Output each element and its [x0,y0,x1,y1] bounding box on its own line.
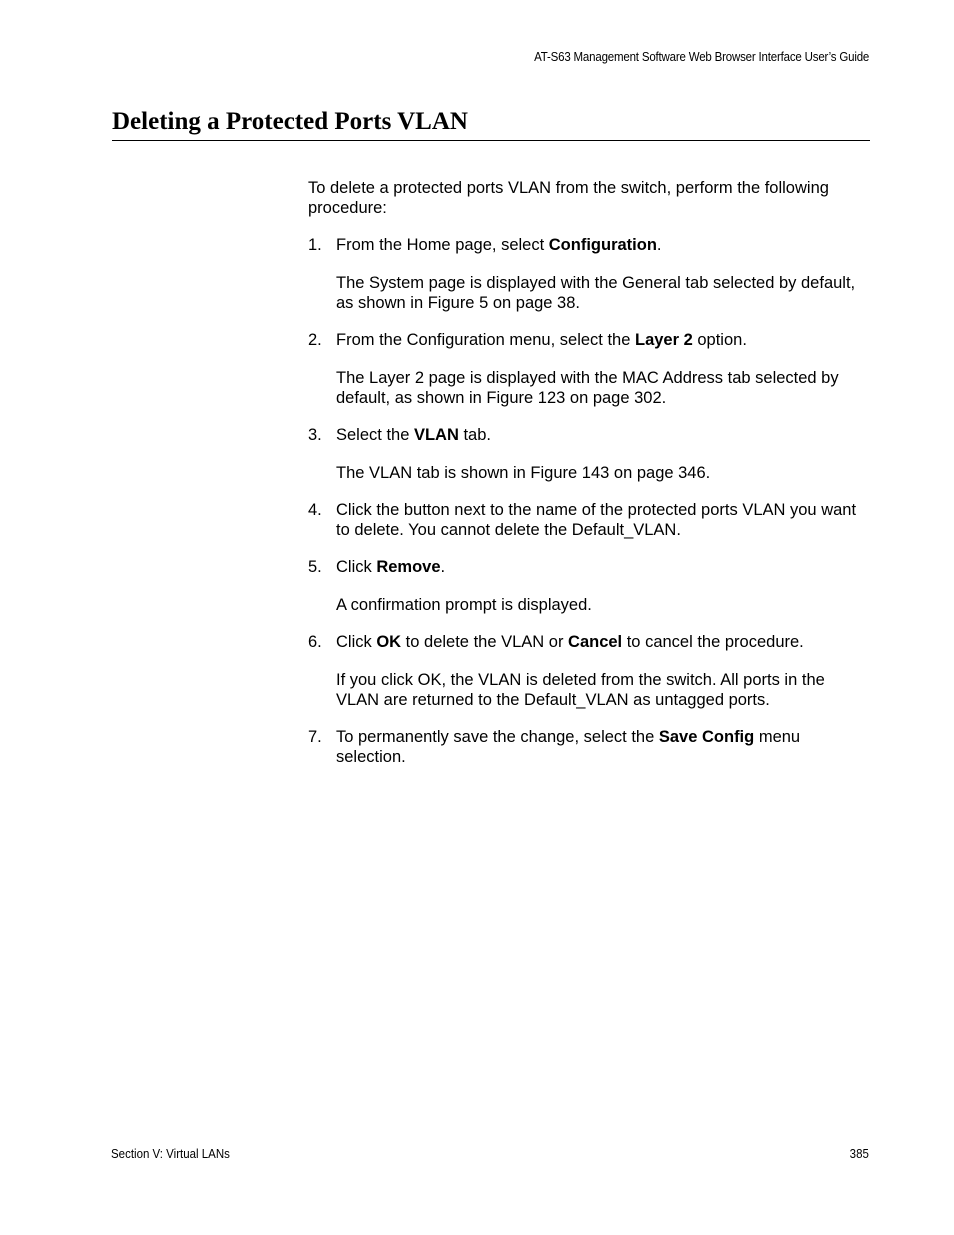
step-note: The System page is displayed with the General tab selected by default, as shown in Figure 5 on page 38. [336,274,856,312]
step-text-post: menu selection. [336,728,801,766]
step-bold-term: Save Config [658,728,755,746]
step-number: 5. [308,558,322,576]
body-content [308,178,870,784]
step-text-mid: to delete the VLAN or [401,633,569,651]
step-text-pre: Click [336,633,377,651]
step-4 [308,500,870,540]
step-bold-term: Layer 2 [634,331,693,349]
step-bold-term: OK [376,633,402,651]
step-6 [308,632,870,710]
step-bold-term: Configuration [548,236,657,254]
step-note: A confirmation prompt is displayed. [336,596,592,614]
step-note: The VLAN tab is shown in Figure 143 on page 346. [336,464,711,482]
step-note: If you click OK, the VLAN is deleted from the switch. All ports in the VLAN are returned to the Default_VLAN as untagged ports. [336,671,825,709]
step-5 [308,557,870,615]
running-header: AT-S63 Management Software Web Browser Interface User’s Guide [533,50,869,64]
step-text-post: . [656,236,662,254]
step-text-pre: From the Configuration menu, select the [336,331,635,349]
step-number: 3. [308,426,322,444]
section-title: Deleting a Protected Ports VLAN [112,108,468,135]
step-text-post: option. [692,331,747,349]
footer-page-number: 385 [849,1147,869,1161]
step-text [336,557,870,577]
step-number: 4. [308,501,322,519]
step-bold-term: Remove [376,558,441,576]
step-text-pre: From the Home page, select [336,236,549,254]
step-bold-term: VLAN [413,426,459,444]
step-text [336,330,870,350]
step-text-pre: Select the [336,426,414,444]
title-rule [112,140,870,141]
step-text-post: tab. [458,426,491,444]
step-note: The Layer 2 page is displayed with the MAC Address tab selected by default, as shown in Figure 123 on page 302. [336,369,839,407]
step-1 [308,235,870,313]
step-7 [308,727,870,767]
procedure-steps [308,235,870,767]
step-bold-term-2: Cancel [568,633,623,651]
step-text-pre: To permanently save the change, select the [336,728,659,746]
step-3 [308,425,870,483]
step-text: Click the button next to the name of the protected ports VLAN you want to delete. You cannot delete the Default_VLAN. [336,501,857,539]
step-number: 1. [308,236,322,254]
step-number: 7. [308,728,322,746]
step-text [336,235,870,255]
step-text [336,425,870,445]
step-2 [308,330,870,408]
step-text-post: to cancel the procedure. [622,633,804,651]
footer-section-label: Section V: Virtual LANs [111,1147,230,1161]
intro-paragraph: To delete a protected ports VLAN from the switch, perform the following procedure: [308,179,829,217]
step-number: 2. [308,331,322,349]
step-text-post: . [440,558,446,576]
step-text [336,727,870,767]
step-text-pre: Click [336,558,377,576]
step-text [336,632,870,652]
step-number: 6. [308,633,322,651]
